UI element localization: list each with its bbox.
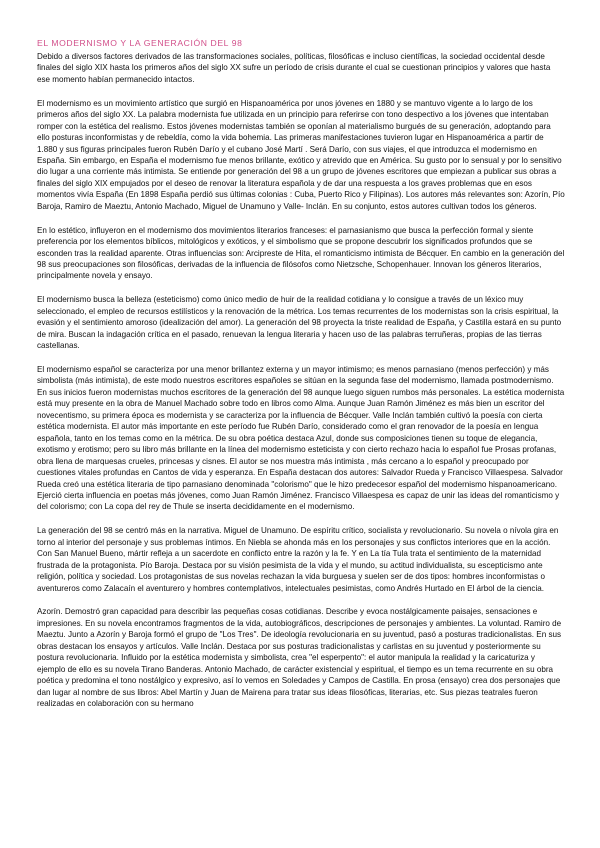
paragraph-beauty-themes: El modernismo busca la belleza (esteticismo) como único medio de huir de la realidad cotidiana y lo consigue a través de un léxico muy seleccionado, el empleo de recursos estilísticos y la renovación de la métrica. Los temas recurrentes de los modernistas son la crisis espiritual, la evasión y el sentimiento amoroso (idealización del amor). La generación del 98 proyecta la triste realidad de España, y Castilla estará en su punto de mira. Buscan la indagación crítica en el pasado, renuevan la lengua literaria y hacen uso de las palabras terruñeras, propias de las tierras castellanas. [37, 295, 562, 351]
paragraph-aesthetic-influences: En lo estético, influyeron en el modernismo dos movimientos literarios franceses: el parnasianismo que busca la perfección formal y siente preferencia por los elementos bíblicos, mitológicos y exóticos, y el simbolismo que se propone descubrir los significados profundos que se esconden tras la realidad aparente. Otras influencias son: Arcipreste de Hita, el romanticismo intimista de Bécquer. En cambio en la generación del 98 sus preocupaciones son filosóficas, derivadas de la influencia de filósofos como Nietzsche, Schopenhauer. Innovan los géneros literarios, principalmente novela y ensayo. [37, 225, 565, 281]
document-title: EL MODERNISMO Y LA GENERACIÓN DEL 98 [37, 38, 243, 48]
paragraph-generation-98-narrative: La generación del 98 se centró más en la narrativa. Miguel de Unamuno. De espíritu crítico, socialista y revolucionario. Su novela o nívola gira en torno al interior del personaje y sus problemas íntimos. En Niebla se ahonda más en los personajes y sus conflictos interiores que en la acción. Con San Manuel Bueno, mártir refleja a un sacerdote en conflicto entre la razón y la fe. Y en La tía Tula trata el sentimiento de la maternidad frustrada de la protagonista. Pío Baroja. Destaca por su visión pesimista de la vida y el mundo, su actitud individualista, su escepticismo ante religión, política y sociedad. Los protagonistas de sus novelas rechazan la vida burguesa y suelen ser de dos tipos: hombres inconformistas o aventureros como Zalacaín el aventurero y hombres contemplativos, intelectuales pesimistas, como Andrés Hurtado en El árbol de la ciencia. [37, 526, 559, 593]
paragraph-modernismo-origins: El modernismo es un movimiento artístico que surgió en Hispanoamérica por unos jóvenes en 1880 y se mantuvo vigente a lo largo de los primeros años del siglo XX. La palabra modernista fue utilizada en un principio para referirse con tono despectivo a los jóvenes que intentaban romper con la estética del realismo. Estos jóvenes modernistas también se oponían al materialismo burgués de su generación, adoptando para ello posturas inconformistas y de rebeldía, como la vida bohemia. Las primeras manifestaciones tuvieron lugar en Hispanoamérica a partir de 1.880 y sus figuras principales fueron Rubén Darío y el cubano José Martí . Será Darío, con sus viajes, el que introduzca el modernismo en España. Sin embargo, en España el modernismo fue menos brillante, exótico y atrevido que en América. Su gusto por lo sensual y por lo sensitivo dio lugar a una corriente más intimista. Se entiende por generación del 98 a un grupo de jóvenes escritores que empiezan a publicar sus obras a finales del siglo XIX empujados por el deseo de renovar la literatura española y de dar una respuesta a los graves problemas que en esos momentos vivía España (En 1898 España perdió sus últimas colonias : Cuba, Puerto Rico y Filipinas). Los autores más relevantes son: Azorín, Pío Baroja, Ramiro de Maeztu, Antonio Machado, Miguel de Unamuno y Valle- Inclán. En su conjunto, estos autores cultivan todos los géneros. [37, 98, 565, 211]
paragraph-authors-azorin-machado: Azorín. Demostró gran capacidad para describir las pequeñas cosas cotidianas. Describe y evoca nostálgicamente paisajes, sensaciones e impresiones. En su novela encontramos fragmentos de la vida, autobiográficos, descripciones de personajes y ambientes. La voluntad. Ramiro de Maeztu. Junto a Azorín y Baroja formó el grupo de "Los Tres". De ideología revolucionaria en su juventud, pasó a posturas tradicionalistas. En sus obras destacan los ensayos y artículos. Valle Inclán. Destaca por sus posturas tradicionalistas y carlistas en su juventud y posteriormente su postura revolucionaria. Influido por la estética modernista y simbolista, crea "el esperpento": el autor manipula la realidad y la caricaturiza y ejemplo de ello es su novela Tirano Banderas. Antonio Machado, de carácter existencial y espiritual, el tiempo es un tema recurrente en su obra poética y predomina el tono nostálgico y expresivo, así lo vemos en Soledades y Campos de Castilla. En prosa (ensayo) crea dos personajes que dan lugar al nombre de sus libros: Abel Martín y Juan de Mairena para tratar sus ideas filosóficas, literarias, etc. Sus piezas teatrales fueron realizadas en colaboración con su hermano [37, 607, 562, 708]
paragraph-intro-crisis: Debido a diversos factores derivados de las transformaciones sociales, políticas, filosóficas e incluso científicas, la sociedad occidental desde finales del siglo XIX hasta los primeros años del siglo XX sufre un período de crisis durante el cual se cuestionan principios y valores que hasta ese momento habían permanecido intactos. [37, 52, 551, 84]
paragraph-spanish-modernismo: El modernismo español se caracteriza por una menor brillantez externa y un mayor intimismo; es menos parnasiano (menos perfección) y más simbolista (más intimista), de este modo nuestros escritores españoles se sitúan en la segunda fase del modernismo, llamada postmodernismo. En sus inicios fueron modernistas muchos escritores de la generación del 98 aunque luego siguen rumbos más personales. La estética modernista está muy presente en la obra de Manuel Machado sobre todo en libros como Alma. Aunque Juan Ramón Jiménez es más bien un escritor del novecentismo, su primera época es modernista y se caracteriza por la influencia de Bécquer. Valle Inclán también cultivó la poesía con cierta estética modernista. El autor más importante en este período fue Rubén Darío, considerado como el gran renovador de la poesía en lengua española, tanto en los temas como en la métrica. De su obra poética destaca Azul, donde sus composiciones tienen su toque de elegancia, exotismo y erotismo; pero su libro más brillante en la línea del modernismo esteticista y con cierto rechazo hacia lo español fue Prosas profanas, obra llena de marquesas crueles, princesas y cisnes. El autor se nos muestra más intimista , más cercano a lo español y preocupado por cuestiones vitales profundas en Cantos de vida y esperanza. En España destacan dos autores: Salvador Rueda y Francisco Villaespesa. Salvador Rueda creó una estética literaria de tipo parnasiano denominada "colorismo" que le hizo predecesor español del modernismo hispanoamericano. Ejerció cierta influencia en poetas más jóvenes, como Juan Ramón Jiménez. Francisco Villaespesa es capaz de unir las ideas del romanticismo y del colorismo; con La copa del rey de Thule se inserta decididamente en el modernismo. [37, 364, 565, 512]
